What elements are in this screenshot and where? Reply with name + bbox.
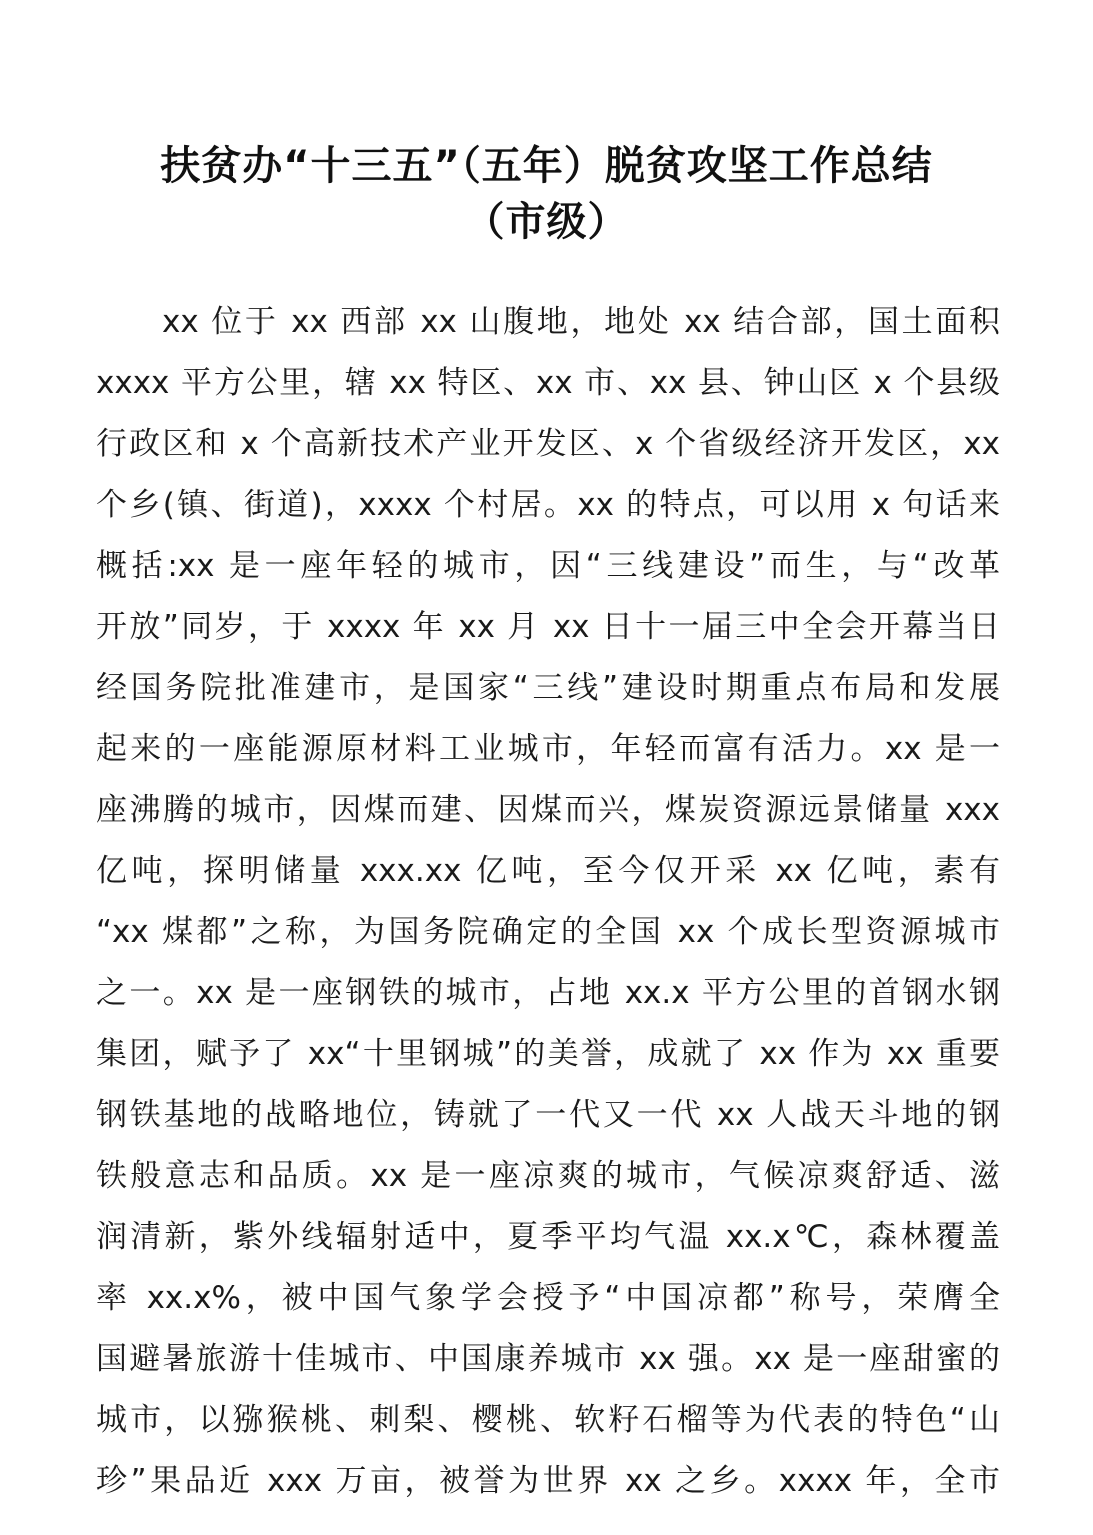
body-line: 率 xx.x%，被中国气象学会授予“中国凉都”称号，荣膺全 [96, 1280, 1000, 1316]
body-line: 集团，赋予了 xx“十里钢城”的美誉，成就了 xx 作为 xx 重要 [96, 1036, 1000, 1072]
body-line: 润清新，紫外线辐射适中，夏季平均气温 xx.x℃，森林覆盖 [96, 1219, 1000, 1255]
body-line: 之一。xx 是一座钢铁的城市，占地 xx.x 平方公里的首钢水钢 [96, 975, 1000, 1011]
body-line: 珍”果品近 xxx 万亩，被誉为世界 xx 之乡。xxxx 年，全市 [96, 1463, 1000, 1499]
title-line-2: （市级） [464, 199, 629, 245]
body-line: 城市，以猕猴桃、刺梨、樱桃、软籽石榴等为代表的特色“山 [96, 1402, 1000, 1438]
body-line: xxxx 平方公里，辖 xx 特区、xx 市、xx 县、钟山区 x 个县级 [96, 365, 1000, 401]
body-line: 开放”同岁，于 xxxx 年 xx 月 xx 日十一届三中全会开幕当日 [96, 609, 1000, 645]
body-line: 行政区和 x 个高新技术产业开发区、x 个省级经济开发区，xx [96, 426, 1000, 462]
body-line: 铁般意志和品质。xx 是一座凉爽的城市，气候凉爽舒适、滋 [96, 1158, 1000, 1194]
body-line: “xx 煤都”之称，为国务院确定的全国 xx 个成长型资源城市 [96, 914, 1000, 950]
body-line: 亿吨，探明储量 xxx.xx 亿吨，至今仅开采 xx 亿吨，素有 [96, 853, 1000, 889]
body-line: 经国务院批准建市，是国家“三线”建设时期重点布局和发展 [96, 670, 1000, 706]
body-line: 钢铁基地的战略地位，铸就了一代又一代 xx 人战天斗地的钢 [96, 1097, 1000, 1133]
body-line: 个乡(镇、街道)，xxxx 个村居。xx 的特点，可以用 x 句话来 [96, 487, 1000, 523]
body-line: xx 位于 xx 西部 xx 山腹地，地处 xx 结合部，国土面积 [162, 304, 1000, 340]
title-line-1: 扶贫办“十三五”（五年）脱贫攻坚工作总结 [160, 143, 933, 189]
body-line: 概括:xx 是一座年轻的城市，因“三线建设”而生，与“改革 [96, 548, 1000, 584]
body-paragraph [96, 292, 1000, 1512]
document-title [80, 138, 1013, 250]
body-line: 起来的一座能源原材料工业城市，年轻而富有活力。xx 是一 [96, 731, 1000, 767]
body-line: 座沸腾的城市，因煤而建、因煤而兴，煤炭资源远景储量 xxx [96, 792, 1000, 828]
body-line: 国避暑旅游十佳城市、中国康养城市 xx 强。xx 是一座甜蜜的 [96, 1341, 1000, 1377]
